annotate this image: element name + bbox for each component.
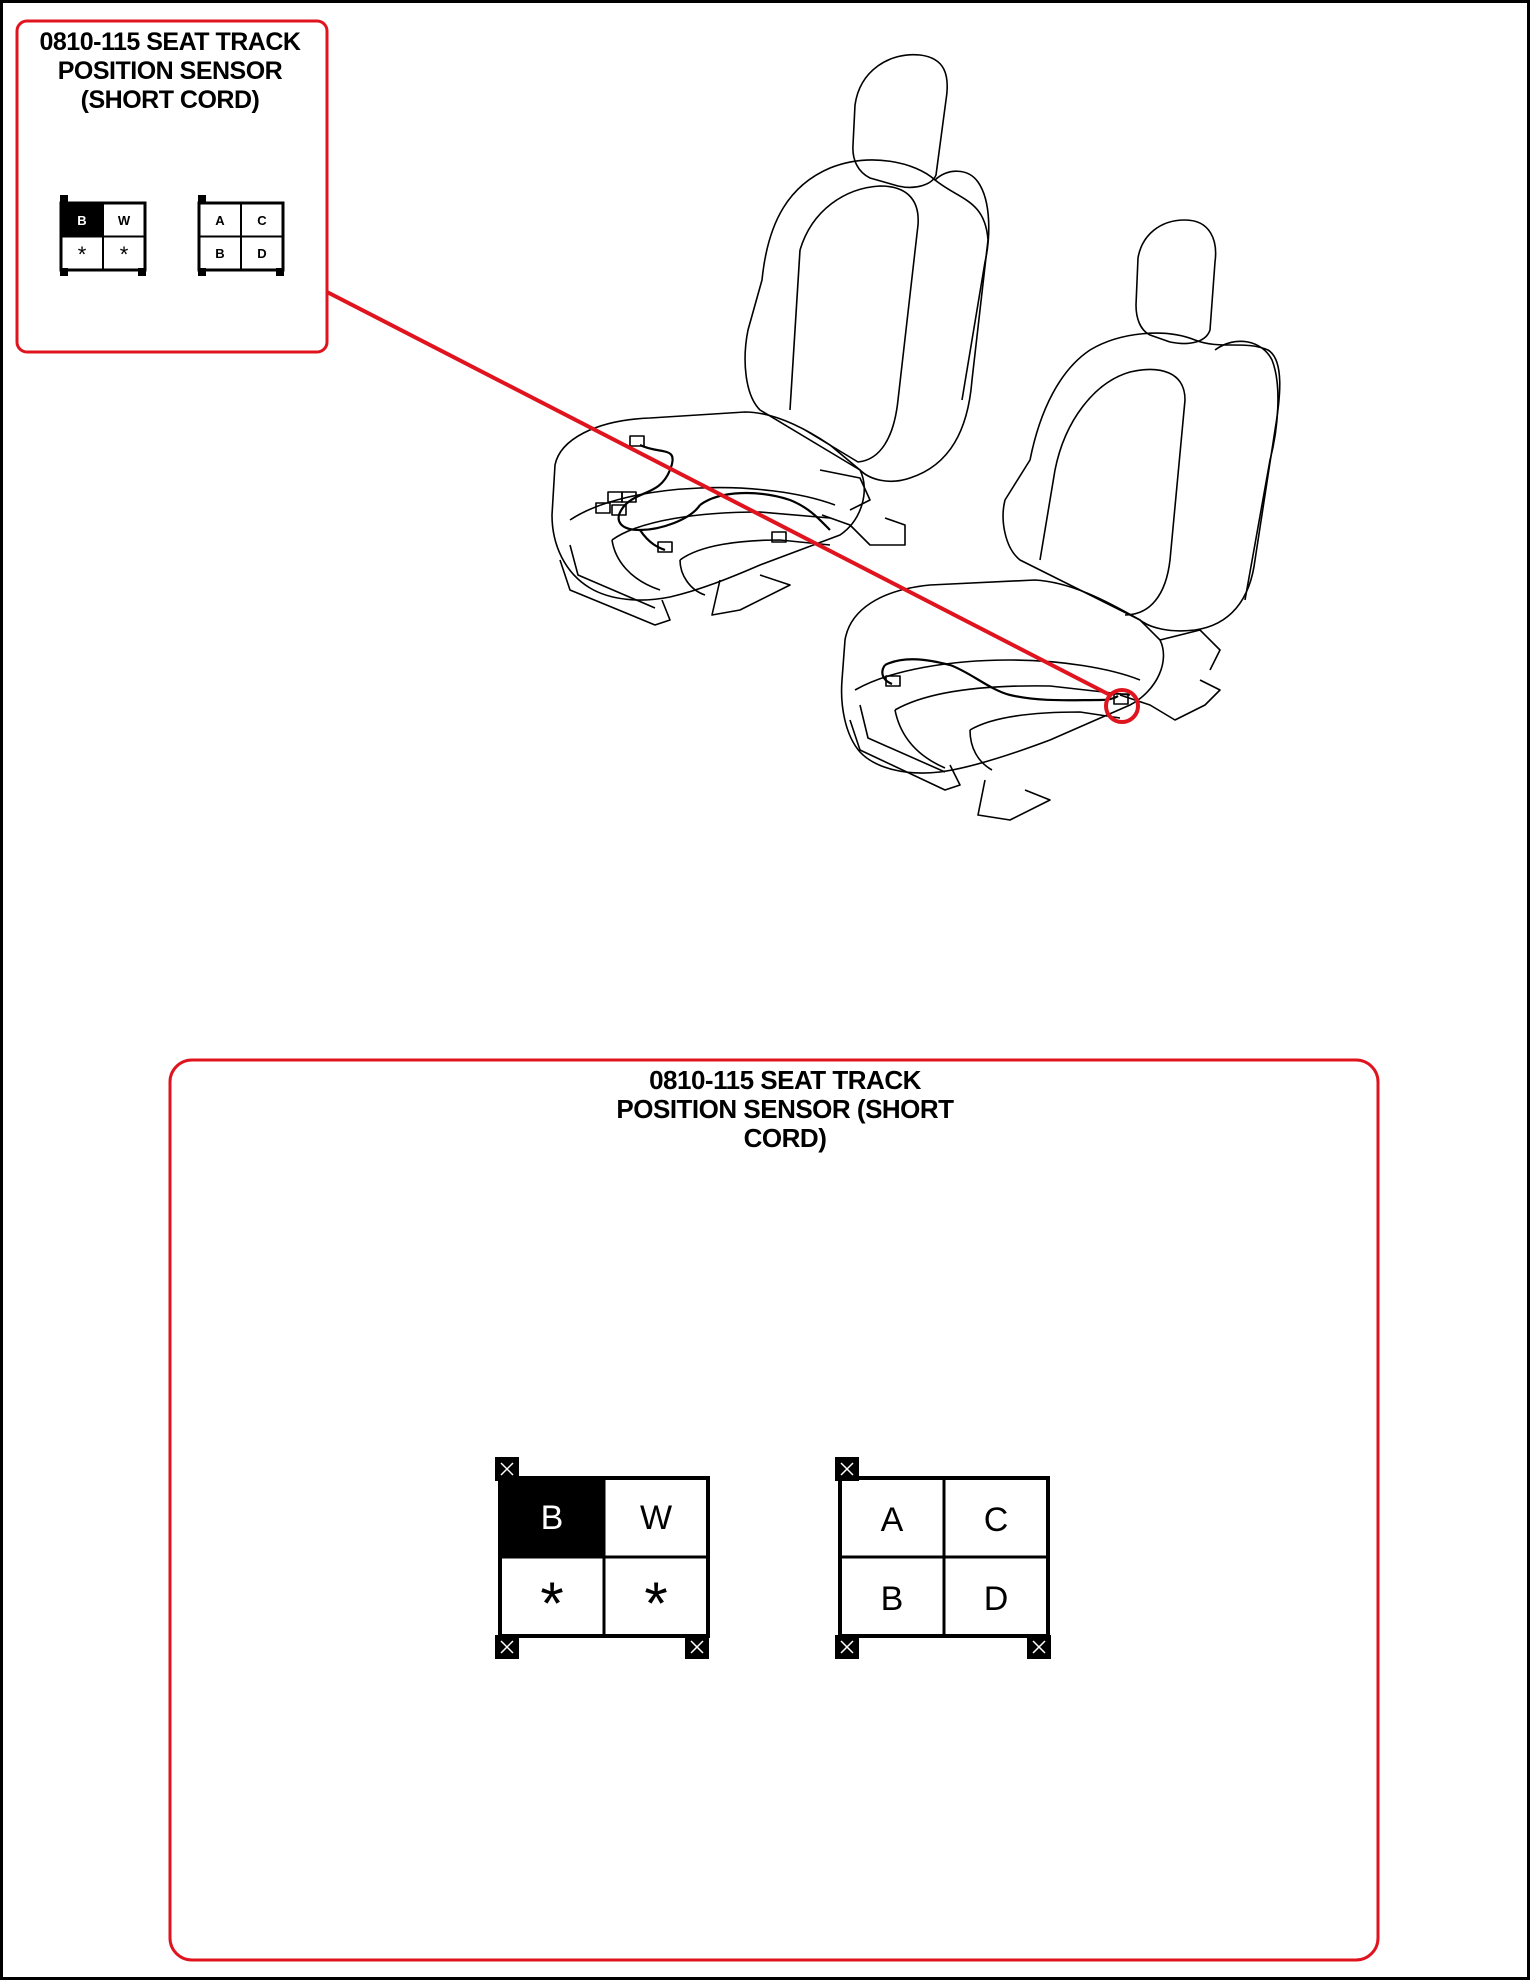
small-callout-title-line-3: (SHORT CORD) — [80, 86, 260, 114]
small-callout-title-line-2: POSITION SENSOR — [57, 57, 283, 85]
large-callout-title-line-2: POSITION SENSOR (SHORT — [616, 1094, 954, 1124]
large-callout-title-line-3: CORD) — [743, 1123, 827, 1153]
small-harness-cell-3: * — [77, 242, 87, 267]
large-harness-cell-2: W — [639, 1499, 673, 1537]
large-callout-title — [585, 1066, 985, 1153]
large-component-connector — [836, 1458, 1050, 1658]
seat-left — [552, 55, 989, 625]
small-callout-title-line-1: 0810-115 SEAT TRACK — [39, 28, 301, 56]
large-harness-cell-1: B — [540, 1499, 564, 1537]
seat-right — [842, 220, 1280, 820]
large-component-cell-1: A — [880, 1501, 904, 1539]
large-component-cell-4: D — [983, 1580, 1009, 1618]
small-component-cell-2: C — [257, 213, 267, 228]
small-component-cell-4: D — [257, 246, 267, 261]
small-component-connector — [198, 195, 284, 276]
callout-box-large — [170, 1060, 1378, 1960]
small-harness-connector — [60, 195, 146, 276]
small-harness-cell-2: W — [117, 213, 131, 228]
large-harness-cell-3: * — [540, 1570, 564, 1637]
small-component-cell-3: B — [215, 246, 225, 261]
large-component-cell-3: B — [880, 1580, 904, 1618]
small-callout-title — [20, 28, 320, 115]
large-callout-title-line-1: 0810-115 SEAT TRACK — [649, 1065, 921, 1095]
large-component-cell-2: C — [983, 1501, 1009, 1539]
callout-leader-line — [327, 292, 1110, 695]
small-harness-cell-1: B — [77, 213, 87, 228]
large-harness-cell-4: * — [644, 1570, 668, 1637]
small-component-cell-1: A — [215, 213, 225, 228]
small-harness-cell-4: * — [119, 242, 129, 267]
large-harness-connector — [496, 1458, 708, 1658]
